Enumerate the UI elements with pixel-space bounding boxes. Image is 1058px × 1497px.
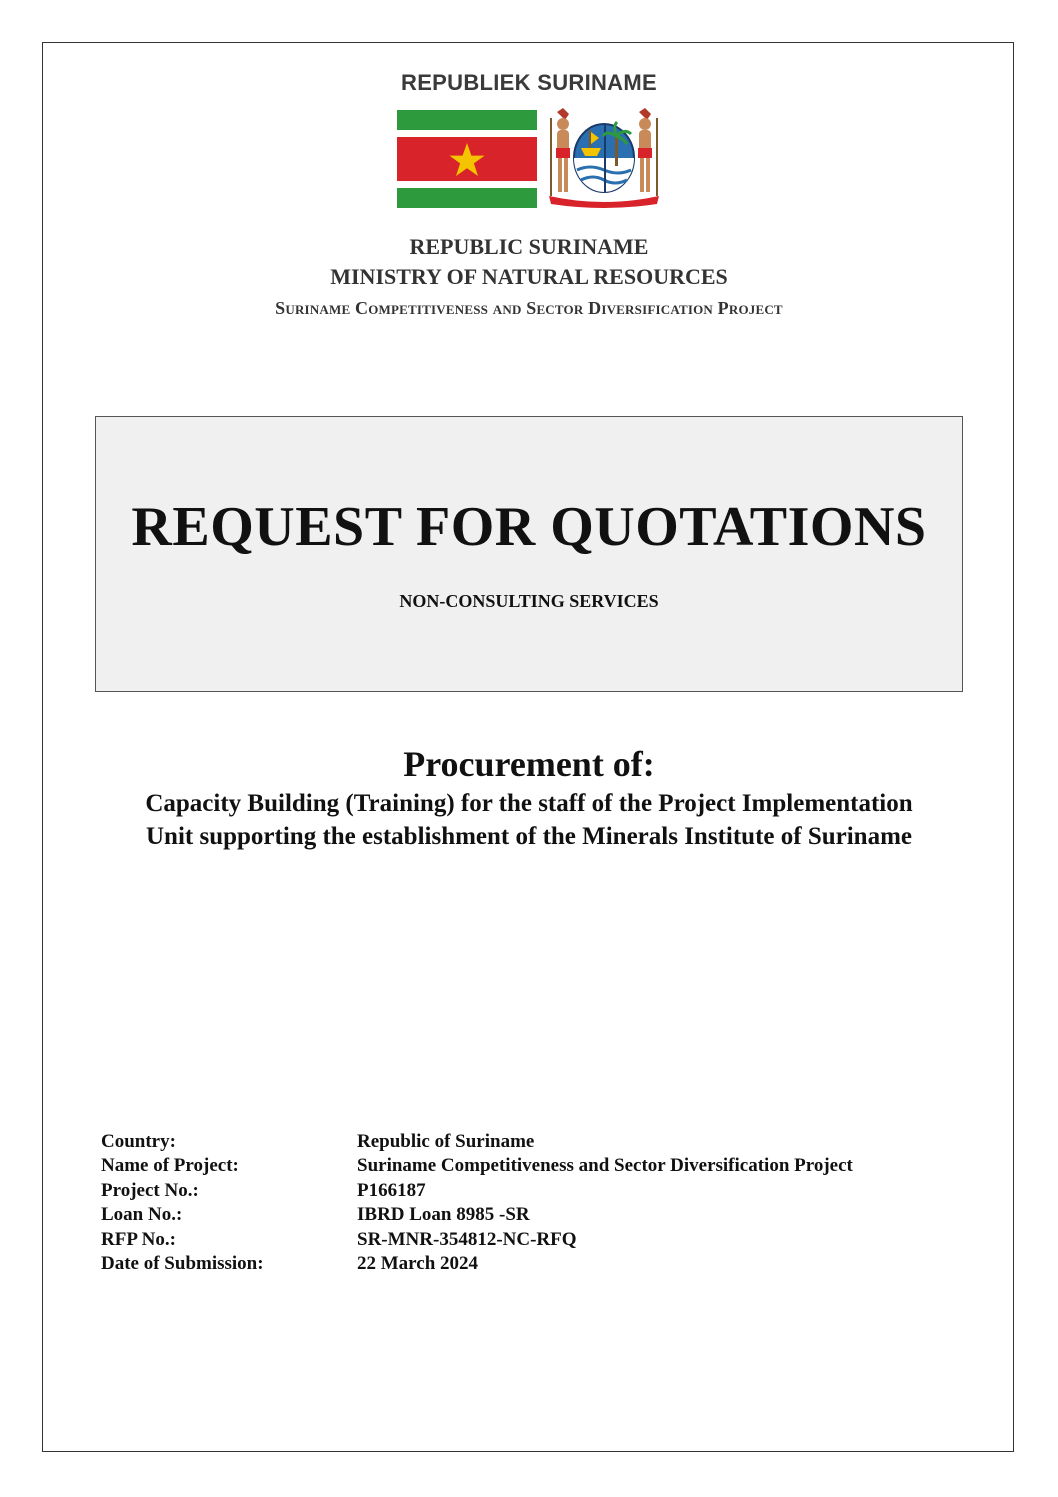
- ministry-heading: MINISTRY OF NATURAL RESOURCES: [330, 264, 728, 289]
- detail-row-country: [101, 1130, 961, 1154]
- detail-label: Name of Project:: [101, 1155, 239, 1177]
- detail-row-submission-date: [101, 1252, 961, 1276]
- header-text-block: [0, 232, 1058, 324]
- document-title: REQUEST FOR QUOTATIONS: [131, 496, 927, 558]
- detail-row-project-name: [101, 1154, 961, 1178]
- detail-value: Suriname Competitiveness and Sector Diversification Project: [357, 1155, 853, 1177]
- coat-of-arms-icon: [543, 108, 665, 210]
- republiek-suriname-label: REPUBLIEK SURINAME: [401, 70, 657, 95]
- project-details: [101, 1130, 961, 1276]
- national-emblems: [395, 108, 667, 210]
- project-heading: Suriname Competitiveness and Sector Diversification Project: [275, 298, 783, 318]
- detail-label: Project No.:: [101, 1179, 199, 1201]
- procurement-heading: Procurement of:: [403, 744, 655, 784]
- detail-label: Loan No.:: [101, 1204, 183, 1226]
- detail-row-rfp-no: [101, 1228, 961, 1252]
- detail-value: IBRD Loan 8985 -SR: [357, 1204, 530, 1226]
- suriname-flag-icon: [397, 110, 537, 208]
- emblem-header: [0, 70, 1058, 96]
- detail-label: Date of Submission:: [101, 1253, 264, 1275]
- detail-row-project-no: [101, 1179, 961, 1203]
- detail-row-loan-no: [101, 1203, 961, 1227]
- detail-value: SR-MNR-354812-NC-RFQ: [357, 1228, 577, 1250]
- detail-label: Country:: [101, 1131, 176, 1152]
- procurement-section: [0, 741, 1058, 853]
- detail-value: Republic of Suriname: [357, 1131, 535, 1152]
- procurement-description: Capacity Building (Training) for the staff of the Project Implementation Unit supporting the establishment of the Minerals Institute of Suriname: [145, 790, 913, 850]
- detail-label: RFP No.:: [101, 1228, 176, 1250]
- republic-heading: REPUBLIC SURINAME: [409, 234, 649, 259]
- detail-value: P166187: [357, 1179, 426, 1201]
- document-subtitle: NON-CONSULTING SERVICES: [399, 591, 659, 611]
- detail-value: 22 March 2024: [357, 1253, 479, 1275]
- title-box: [95, 416, 963, 692]
